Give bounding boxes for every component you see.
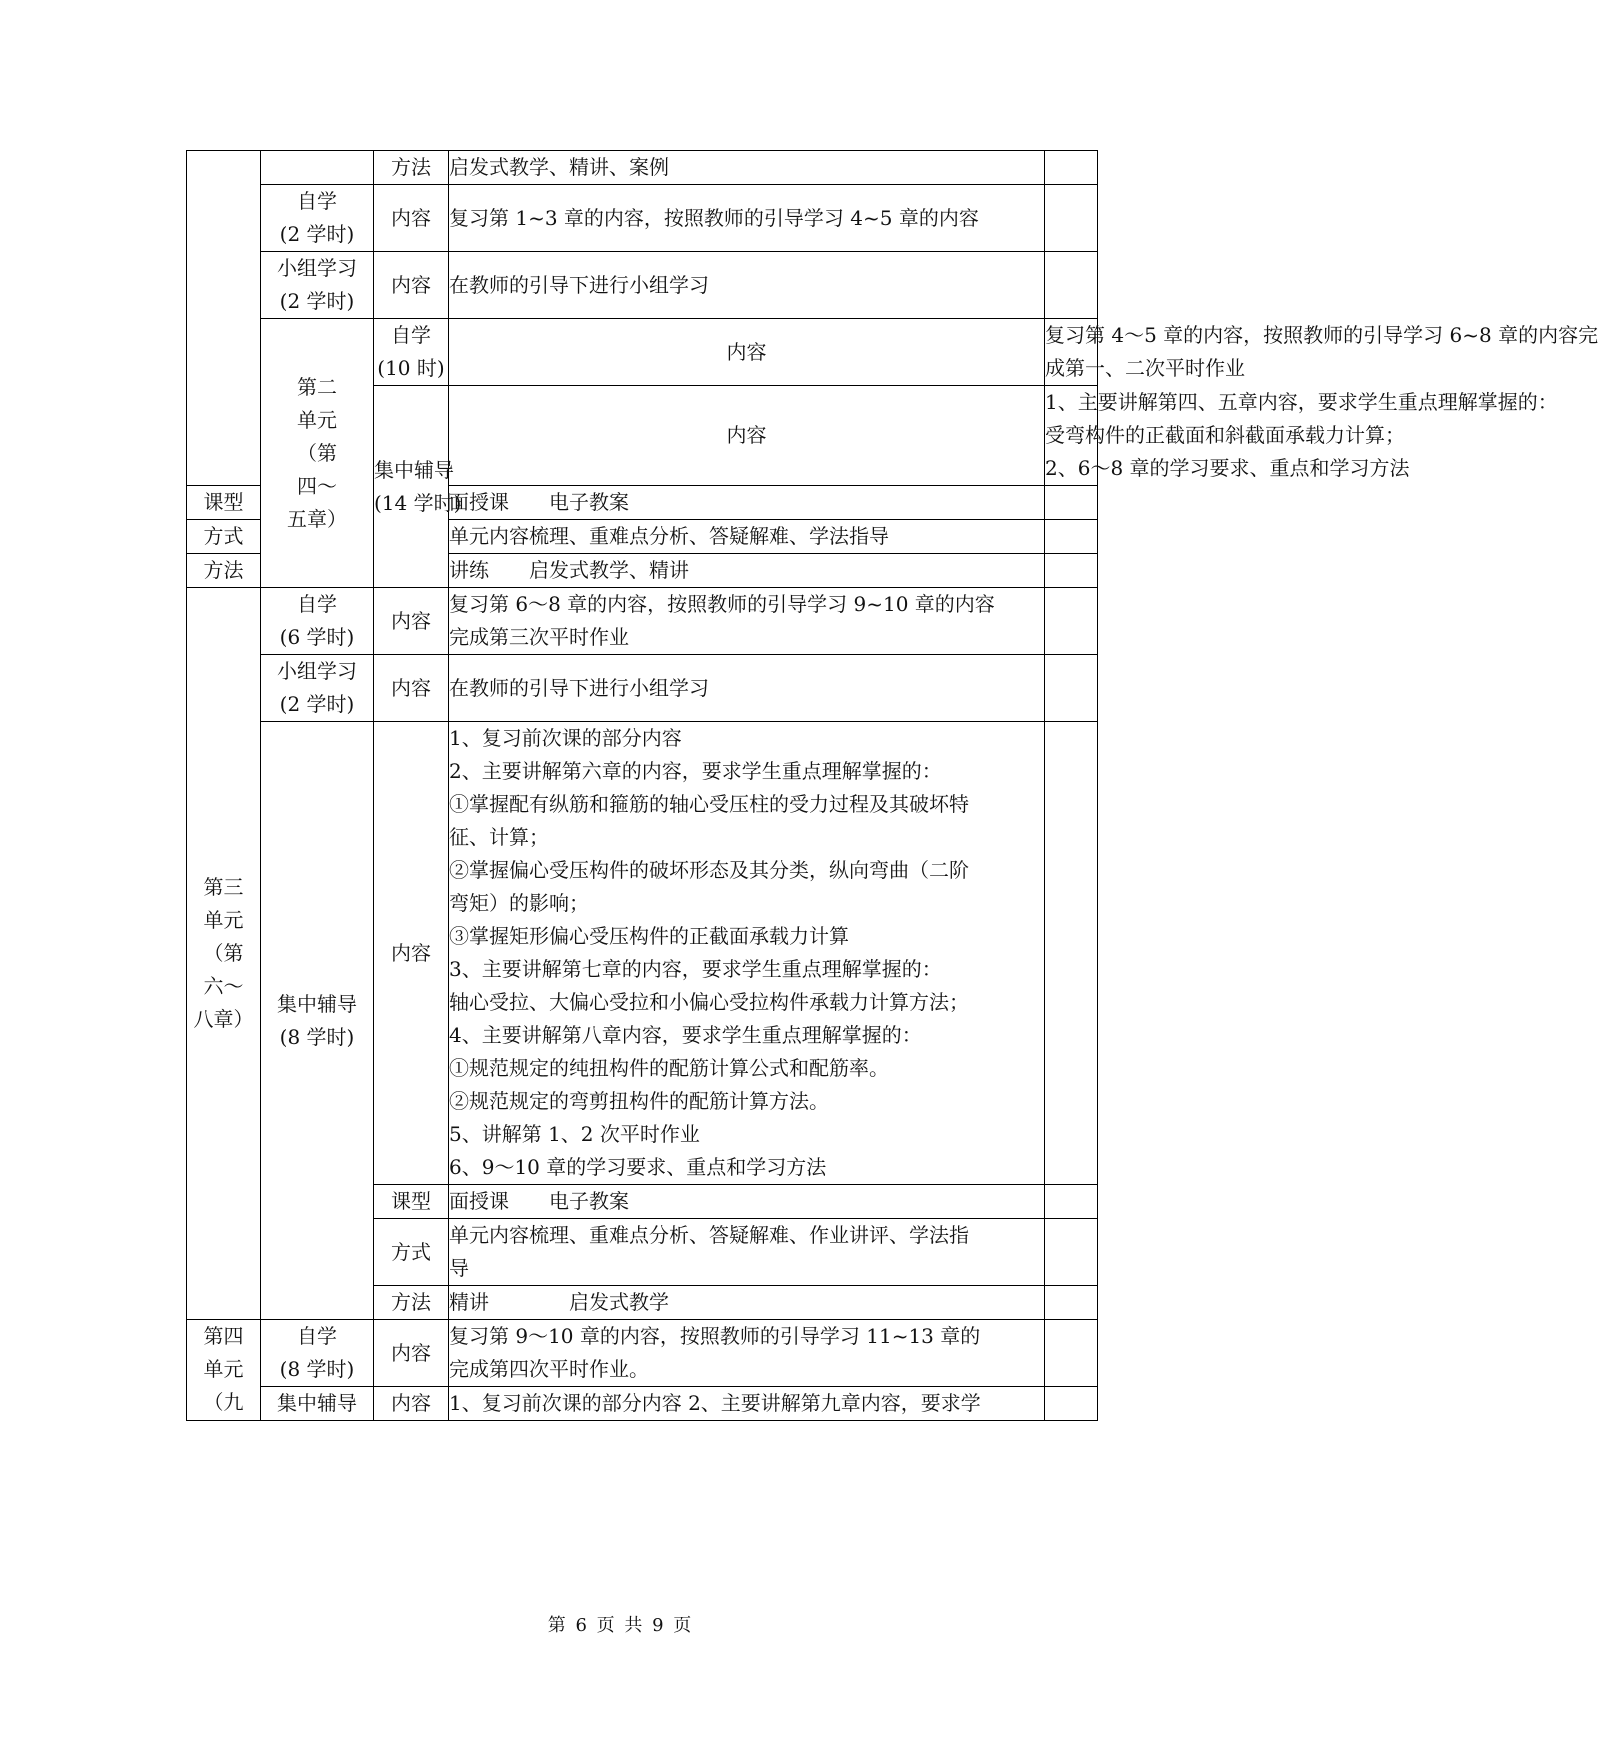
content-line: 成第一、二次平时作业 bbox=[1045, 356, 1245, 380]
table-row bbox=[187, 151, 1098, 185]
table-row bbox=[187, 319, 1098, 386]
table-row bbox=[187, 1320, 1098, 1387]
activity-hours: (2 学时) bbox=[279, 222, 355, 246]
blank-cell bbox=[1045, 1219, 1098, 1286]
content-line: 4、主要讲解第八章内容，要求学生重点理解掌握的： bbox=[449, 1023, 922, 1047]
unit-cell-continued bbox=[187, 151, 261, 486]
unit-label-line: 第三 bbox=[203, 875, 244, 899]
row-type-label: 内容 bbox=[374, 722, 449, 1185]
row-content: 启发式教学、精讲、案例 bbox=[449, 151, 1045, 185]
blank-cell bbox=[1045, 1320, 1098, 1387]
row-type-label: 方法 bbox=[187, 554, 261, 588]
sub-cell-empty bbox=[261, 151, 374, 185]
activity-name: 集中辅导 bbox=[277, 1391, 357, 1415]
activity-hours: (8 学时) bbox=[279, 1024, 355, 1049]
row-type-label: 内容 bbox=[374, 588, 449, 655]
row-content bbox=[449, 722, 1045, 1185]
unit-cell bbox=[261, 319, 374, 588]
content-line: 1、主要讲解第四、五章内容，要求学生重点理解掌握的： bbox=[1045, 390, 1558, 414]
row-type-label: 方式 bbox=[374, 1219, 449, 1286]
content-line: 弯矩）的影响； bbox=[449, 891, 589, 915]
row-type-label: 方式 bbox=[187, 520, 261, 554]
row-type-label: 内容 bbox=[374, 252, 449, 319]
row-content: 1、复习前次课的部分内容 2、主要讲解第九章内容，要求学 bbox=[449, 1387, 1045, 1421]
unit-label-line: 单元 bbox=[297, 407, 337, 432]
activity-cell bbox=[374, 386, 462, 588]
unit-label-line: （九 bbox=[203, 1390, 244, 1414]
content-line: 受弯构件的正截面和斜截面承载力计算； bbox=[1045, 423, 1405, 447]
activity-cell bbox=[261, 252, 374, 319]
content-line: 导 bbox=[449, 1256, 469, 1280]
blank-cell bbox=[1045, 588, 1098, 655]
row-type-label: 内容 bbox=[374, 1387, 449, 1421]
unit-label-line: 五章） bbox=[287, 506, 347, 531]
table-row bbox=[187, 588, 1098, 655]
content-line: 复习第 9～10 章的内容，按照教师的引导学习 11~13 章的 bbox=[449, 1324, 981, 1348]
activity-cell bbox=[261, 655, 374, 722]
activity-hours: (8 学时) bbox=[279, 1357, 355, 1381]
activity-cell bbox=[261, 1320, 374, 1387]
unit-cell bbox=[187, 588, 261, 1320]
content-line: 6、9～10 章的学习要求、重点和学习方法 bbox=[449, 1155, 827, 1179]
teaching-plan-table bbox=[186, 150, 1598, 1421]
blank-cell bbox=[1045, 1286, 1098, 1320]
activity-hours: (2 学时) bbox=[279, 289, 355, 313]
row-type-label: 课型 bbox=[374, 1185, 449, 1219]
unit-label-line: 六～ bbox=[203, 974, 244, 998]
row-type-label: 课型 bbox=[187, 486, 261, 520]
blank-cell bbox=[1045, 1387, 1098, 1421]
blank-cell bbox=[1045, 655, 1098, 722]
activity-cell bbox=[261, 185, 374, 252]
activity-hours: (14 学时) bbox=[374, 490, 462, 515]
activity-name: 自学 bbox=[297, 189, 337, 213]
activity-name: 小组学习 bbox=[277, 659, 357, 683]
row-type-label: 内容 bbox=[374, 1320, 449, 1387]
row-content bbox=[449, 1320, 1045, 1387]
content-line: 征、计算； bbox=[449, 825, 549, 849]
unit-label-line: （第 bbox=[203, 941, 244, 965]
content-line: 2、主要讲解第六章的内容，要求学生重点理解掌握的： bbox=[449, 759, 942, 783]
unit-label-line: （第 bbox=[297, 440, 337, 465]
page-number-footer: 第 6 页 共 9 页 bbox=[547, 1615, 694, 1636]
activity-cell bbox=[374, 319, 449, 386]
row-content: 精讲 启发式教学 bbox=[449, 1286, 1045, 1320]
activity-name: 自学 bbox=[297, 592, 337, 616]
row-type-label: 方法 bbox=[374, 1286, 449, 1320]
content-line: ②规范规定的弯剪扭构件的配筋计算方法。 bbox=[449, 1089, 829, 1113]
activity-hours: (2 学时) bbox=[279, 692, 355, 716]
table-row bbox=[187, 722, 1098, 1185]
content-line: 完成第四次平时作业。 bbox=[449, 1357, 649, 1381]
blank-cell bbox=[1045, 486, 1098, 520]
activity-hours: (10 时) bbox=[377, 356, 445, 380]
table-row bbox=[187, 1387, 1098, 1421]
activity-name: 小组学习 bbox=[277, 256, 357, 280]
content-line: ①规范规定的纯扭构件的配筋计算公式和配筋率。 bbox=[449, 1056, 889, 1080]
row-content bbox=[449, 1219, 1045, 1286]
unit-cell bbox=[187, 1320, 261, 1421]
content-line: ②掌握偏心受压构件的破坏形态及其分类，纵向弯曲（二阶 bbox=[449, 858, 969, 882]
activity-cell bbox=[261, 588, 374, 655]
activity-name: 自学 bbox=[297, 1324, 337, 1348]
content-line: 复习第 6～8 章的内容，按照教师的引导学习 9~10 章的内容 bbox=[449, 592, 995, 616]
unit-label-line: 四～ bbox=[297, 473, 337, 498]
unit-label-line: 单元 bbox=[203, 908, 244, 932]
row-content: 单元内容梳理、重难点分析、答疑解难、学法指导 bbox=[449, 520, 1045, 554]
blank-cell bbox=[1045, 520, 1098, 554]
blank-cell bbox=[1045, 252, 1098, 319]
blank-cell bbox=[1045, 151, 1098, 185]
blank-cell bbox=[1045, 185, 1098, 252]
content-line: 5、讲解第 1、2 次平时作业 bbox=[449, 1122, 700, 1146]
unit-label-line: 单元 bbox=[203, 1357, 244, 1381]
activity-hours: (6 学时) bbox=[279, 625, 355, 649]
content-line: 1、复习前次课的部分内容 bbox=[449, 726, 682, 750]
unit-label-line: 第四 bbox=[203, 1324, 244, 1348]
row-content bbox=[1045, 386, 1558, 486]
content-line: ③掌握矩形偏心受压构件的正截面承载力计算 bbox=[449, 924, 849, 948]
blank-cell bbox=[1045, 1185, 1098, 1219]
content-line: 2、6～8 章的学习要求、重点和学习方法 bbox=[1045, 456, 1410, 480]
activity-name: 集中辅导 bbox=[374, 457, 454, 482]
row-type-label: 内容 bbox=[374, 185, 449, 252]
row-content: 复习第 1~3 章的内容，按照教师的引导学习 4~5 章的内容 bbox=[449, 185, 1045, 252]
activity-cell bbox=[261, 1387, 374, 1421]
content-line: 单元内容梳理、重难点分析、答疑解难、作业讲评、学法指 bbox=[449, 1223, 969, 1247]
activity-cell bbox=[261, 722, 374, 1320]
content-line: 完成第三次平时作业 bbox=[449, 625, 629, 649]
blank-cell bbox=[1045, 554, 1098, 588]
table-row bbox=[187, 655, 1098, 722]
unit-label-line: 八章） bbox=[193, 1007, 254, 1031]
row-content: 讲练 启发式教学、精讲 bbox=[449, 554, 1045, 588]
unit-label-line: 第二 bbox=[297, 374, 337, 399]
activity-name: 自学 bbox=[391, 323, 431, 347]
row-content bbox=[449, 588, 1045, 655]
content-line: 轴心受拉、大偏心受拉和小偏心受拉构件承载力计算方法； bbox=[449, 990, 969, 1014]
row-type-label: 内容 bbox=[449, 386, 1045, 486]
row-type-label: 内容 bbox=[449, 319, 1045, 386]
content-line: ①掌握配有纵筋和箍筋的轴心受压柱的受力过程及其破坏特 bbox=[449, 792, 969, 816]
blank-cell bbox=[1045, 722, 1098, 1185]
content-line: 3、主要讲解第七章的内容，要求学生重点理解掌握的： bbox=[449, 957, 942, 981]
content-line: 复习第 4～5 章的内容，按照教师的引导学习 6~8 章的内容完 bbox=[1045, 323, 1598, 347]
row-type-label: 方法 bbox=[374, 151, 449, 185]
row-content: 在教师的引导下进行小组学习 bbox=[449, 252, 1045, 319]
row-content: 在教师的引导下进行小组学习 bbox=[449, 655, 1045, 722]
table-row bbox=[187, 252, 1098, 319]
row-content bbox=[1045, 319, 1598, 386]
row-type-label: 内容 bbox=[374, 655, 449, 722]
row-content: 面授课 电子教案 bbox=[449, 486, 1045, 520]
table-row bbox=[187, 185, 1098, 252]
row-content: 面授课 电子教案 bbox=[449, 1185, 1045, 1219]
activity-name: 集中辅导 bbox=[277, 991, 357, 1016]
